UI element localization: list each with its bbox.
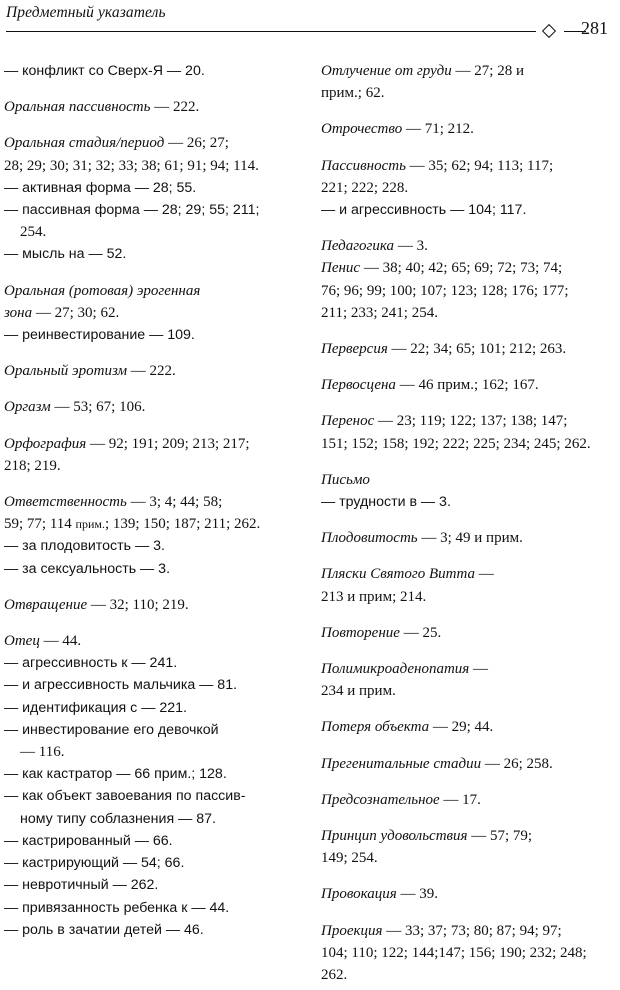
- index-continuation: [321, 302, 617, 324]
- index-continuation: [321, 586, 617, 608]
- entry-spacer: [4, 580, 302, 594]
- entry-spacer: [321, 644, 617, 658]
- index-entry-heading: [4, 280, 302, 302]
- index-term: Отрочество: [321, 121, 403, 138]
- index-page-refs: — 32; 110; 219.: [87, 596, 189, 613]
- index-line-text: — и агрессивность — 104; 117.: [321, 202, 527, 219]
- index-term: Пляски Святого Витта: [321, 566, 476, 583]
- index-page-refs: — 26; 258.: [481, 755, 553, 772]
- index-entry-heading: [4, 491, 302, 513]
- index-subentry: [4, 697, 302, 719]
- page-header: [6, 4, 614, 44]
- index-entry-heading: [321, 716, 617, 738]
- entry-spacer: [321, 455, 617, 469]
- index-line-text: — как кастратор — 66 прим.; 128.: [4, 766, 227, 783]
- index-line-text: 262.: [321, 967, 348, 984]
- index-line-text: 151; 152; 158; 192; 222; 225; 234; 245; 262.: [321, 435, 591, 452]
- entry-spacer: [4, 82, 302, 96]
- index-page-refs: — 3; 49 и прим.: [417, 530, 523, 547]
- index-line-text: — 116.: [20, 744, 65, 761]
- entry-spacer: [321, 396, 617, 410]
- index-page-refs: — 26; 27;: [164, 135, 229, 152]
- index-page-refs: — 222.: [150, 99, 200, 116]
- index-entry-heading: [321, 410, 617, 432]
- entry-spacer: [321, 549, 617, 563]
- index-continuation: [4, 741, 302, 763]
- index-entry-heading: [321, 235, 617, 257]
- index-term: Отец: [4, 633, 40, 650]
- index-term: Прегенитальные стадии: [321, 755, 482, 772]
- index-page-refs: — 46 прим.; 162; 167.: [395, 377, 539, 394]
- index-continuation: [321, 82, 617, 104]
- index-line-text: ному типу соблазнения — 87.: [20, 810, 216, 827]
- index-term: Плодовитость: [321, 530, 418, 547]
- index-subentry: [321, 199, 617, 221]
- index-continuation: [4, 455, 302, 477]
- index-entry-heading: [321, 753, 617, 775]
- index-subentry: [4, 897, 302, 919]
- index-line-text: 59; 77; 114: [4, 516, 76, 533]
- entry-spacer: [4, 419, 302, 433]
- index-entry-heading: [321, 155, 617, 177]
- index-line-text: — идентификация с — 221.: [4, 699, 187, 716]
- index-line-text: 28; 29; 30; 31; 32; 33; 38; 61; 91; 94; 114.: [4, 157, 259, 174]
- index-entry-heading: [321, 374, 617, 396]
- index-line-text: — агрессивность к — 241.: [4, 655, 178, 672]
- entry-spacer: [4, 346, 302, 360]
- index-line-text: — за сексуальность — 3.: [4, 560, 171, 577]
- index-subentry: [4, 243, 302, 265]
- index-page-refs: — 29; 44.: [429, 719, 494, 736]
- index-subentry: [4, 874, 302, 896]
- entry-spacer: [321, 221, 617, 235]
- index-entry-heading: [321, 118, 617, 140]
- index-continuation: [321, 847, 617, 869]
- index-entry-heading: [321, 257, 617, 279]
- index-column-right: [321, 60, 617, 986]
- index-subentry: [4, 558, 302, 580]
- index-subentry: [4, 674, 302, 696]
- index-page-refs: — 23; 119; 122; 137; 138; 147;: [374, 413, 568, 430]
- index-entry-heading: [4, 96, 302, 118]
- index-subentry: [4, 324, 302, 346]
- index-line-text: 234 и прим.: [321, 683, 396, 700]
- index-subentry: [4, 919, 302, 941]
- index-page-refs: — 3.: [394, 238, 428, 255]
- index-line-text: — кастрированный — 66.: [4, 832, 173, 849]
- index-page-refs: — 33; 37; 73; 80; 87; 94; 97;: [382, 922, 562, 939]
- index-term: Первосцена: [321, 377, 396, 394]
- index-term: Перенос: [321, 413, 375, 430]
- index-page-refs: — 53; 67; 106.: [50, 399, 146, 416]
- index-page-refs: ; 139; 150; 187; 211; 262.: [104, 516, 261, 533]
- index-line-text: — активная форма — 28; 55.: [4, 179, 197, 196]
- entry-spacer: [321, 869, 617, 883]
- index-line-text: — роль в зачатии детей — 46.: [4, 921, 204, 938]
- index-line-text: — за плодовитость — 3.: [4, 538, 165, 555]
- index-entry-heading: [321, 338, 617, 360]
- index-term: Провокация: [321, 886, 397, 903]
- entry-spacer: [4, 616, 302, 630]
- index-page-refs: — 44.: [39, 633, 82, 650]
- index-continuation: [321, 942, 617, 964]
- index-term: Отвращение: [4, 596, 88, 613]
- entry-spacer: [4, 266, 302, 280]
- index-term: Полимикроаденопатия: [321, 661, 470, 678]
- index-term: Повторение: [321, 624, 400, 641]
- index-page-refs: — 222.: [127, 363, 176, 380]
- entry-spacer: [321, 775, 617, 789]
- index-term: Перверсия: [321, 341, 388, 358]
- index-line-text: 104; 110; 122; 144;147; 156; 190; 232; 248;: [321, 944, 587, 961]
- index-column-left: [4, 60, 302, 941]
- entry-spacer: [321, 702, 617, 716]
- running-title: Предметный указатель: [6, 4, 166, 21]
- index-line-text: — инвестирование его девочкой: [4, 721, 219, 738]
- index-line-text: — конфликт со Сверх-Я — 20.: [4, 63, 205, 79]
- index-line-text: 254.: [20, 224, 47, 241]
- index-subentry: [4, 652, 302, 674]
- entry-spacer: [321, 906, 617, 920]
- index-entry-heading: [4, 630, 302, 652]
- index-page-refs: — 38; 40; 42; 65; 69; 72; 73; 74;: [360, 260, 563, 277]
- index-term: Пенис: [321, 260, 361, 277]
- index-line-text: — трудности в — 3.: [321, 494, 451, 511]
- index-entry-heading: [321, 60, 617, 82]
- index-line-text: 211; 233; 241; 254.: [321, 304, 438, 321]
- entry-spacer: [321, 360, 617, 374]
- index-subentry: [4, 719, 302, 741]
- index-term: Письмо: [321, 471, 370, 488]
- index-subentry: [321, 491, 617, 513]
- page-number: 281: [581, 18, 608, 38]
- index-line-text: 218; 219.: [4, 457, 61, 474]
- index-entry-heading: [4, 433, 302, 455]
- index-term: Предсознательное: [321, 791, 440, 808]
- index-term: Пассивность: [321, 157, 406, 174]
- index-subentry: [4, 785, 302, 807]
- index-continuation: [4, 513, 302, 535]
- index-line-text: — пассивная форма — 28; 29; 55; 211;: [4, 202, 260, 219]
- index-subentry: [4, 830, 302, 852]
- index-term: Педагогика: [321, 238, 395, 255]
- index-entry-heading: [321, 825, 617, 847]
- index-continuation: [321, 680, 617, 702]
- index-page-refs: —: [469, 661, 489, 678]
- index-term: Принцип удовольствия: [321, 828, 468, 845]
- index-continuation: [321, 177, 617, 199]
- index-line-text: — реинвестирование — 109.: [4, 327, 195, 344]
- index-term: Ответственность: [4, 494, 127, 511]
- index-page-refs: — 92; 191; 209; 213; 217;: [86, 435, 250, 452]
- index-term: Оральный эротизм: [4, 363, 128, 380]
- index-line-text: — кастрирующий — 54; 66.: [4, 855, 185, 872]
- index-entry-heading: [4, 360, 302, 382]
- index-subentry: [4, 852, 302, 874]
- index-entry-heading: [321, 883, 617, 905]
- index-page-refs: — 22; 34; 65; 101; 212; 263.: [387, 341, 567, 358]
- entry-spacer: [321, 811, 617, 825]
- entry-spacer: [321, 608, 617, 622]
- header-rule: [6, 31, 536, 32]
- index-entry-heading: [321, 622, 617, 644]
- index-subentry: [4, 60, 302, 82]
- index-subentry: [4, 199, 302, 221]
- index-line-text: — и агрессивность мальчика — 81.: [4, 677, 238, 694]
- index-line-text: 76; 96; 99; 100; 107; 123; 128; 176; 177;: [321, 282, 569, 299]
- index-continuation: [321, 280, 617, 302]
- note-abbreviation: прим.: [75, 517, 105, 532]
- index-line-text: 221; 222; 228.: [321, 179, 409, 196]
- index-subentry: [4, 535, 302, 557]
- index-entry-heading: [4, 132, 302, 154]
- index-page-refs: — 17.: [439, 791, 481, 808]
- index-continuation: [4, 155, 302, 177]
- index-entry-heading: [4, 396, 302, 418]
- index-continuation: [321, 433, 617, 455]
- index-entry-heading: [321, 469, 617, 491]
- index-entry-heading: [4, 594, 302, 616]
- index-entry-heading: [321, 527, 617, 549]
- index-line-text: — как объект завоевания по пассив-: [4, 788, 246, 805]
- index-page-refs: — 27; 28 и: [451, 63, 524, 79]
- index-page-refs: — 57; 79;: [467, 828, 533, 845]
- index-term: зона: [4, 304, 33, 321]
- index-line-text: — невротичный — 262.: [4, 877, 159, 894]
- entry-spacer: [321, 104, 617, 118]
- index-entry-heading: [321, 658, 617, 680]
- entry-spacer: [4, 118, 302, 132]
- index-term: Оргазм: [4, 399, 51, 416]
- index-term: Оральная стадия/период: [4, 135, 165, 152]
- index-term: Орфография: [4, 435, 87, 452]
- index-term: Потеря объекта: [321, 719, 430, 736]
- index-line-text: прим.; 62.: [321, 85, 385, 102]
- index-entry-heading: [4, 302, 302, 324]
- index-term: Оральная (ротовая) эрогенная: [4, 282, 201, 299]
- index-subentry: [4, 808, 302, 830]
- index-page-refs: — 71; 212.: [402, 121, 474, 138]
- index-line-text: — мысль на — 52.: [4, 246, 127, 263]
- index-term: Отлучение от груди: [321, 63, 452, 79]
- entry-spacer: [4, 382, 302, 396]
- index-line-text: 149; 254.: [321, 850, 378, 867]
- entry-spacer: [321, 513, 617, 527]
- index-continuation: [4, 221, 302, 243]
- index-term: Оральная пассивность: [4, 99, 151, 116]
- index-line-text: 213 и прим; 214.: [321, 588, 427, 605]
- index-entry-heading: [321, 789, 617, 811]
- index-subentry: [4, 177, 302, 199]
- index-page-refs: — 25.: [399, 624, 442, 641]
- index-page-refs: — 3; 4; 44; 58;: [126, 494, 223, 511]
- index-entry-heading: [321, 920, 617, 942]
- index-term: Проекция: [321, 922, 383, 939]
- entry-spacer: [321, 141, 617, 155]
- index-page-refs: — 35; 62; 94; 113; 117;: [405, 157, 554, 174]
- entry-spacer: [321, 739, 617, 753]
- diamond-ornament-icon: [542, 24, 556, 38]
- index-continuation: [321, 964, 617, 986]
- index-page-refs: —: [475, 566, 494, 583]
- entry-spacer: [321, 324, 617, 338]
- index-page-refs: — 39.: [396, 886, 439, 903]
- index-entry-heading: [321, 563, 617, 585]
- entry-spacer: [4, 477, 302, 491]
- index-subentry: [4, 763, 302, 785]
- index-line-text: — привязанность ребенка к — 44.: [4, 899, 230, 916]
- index-page-refs: — 27; 30; 62.: [32, 304, 120, 321]
